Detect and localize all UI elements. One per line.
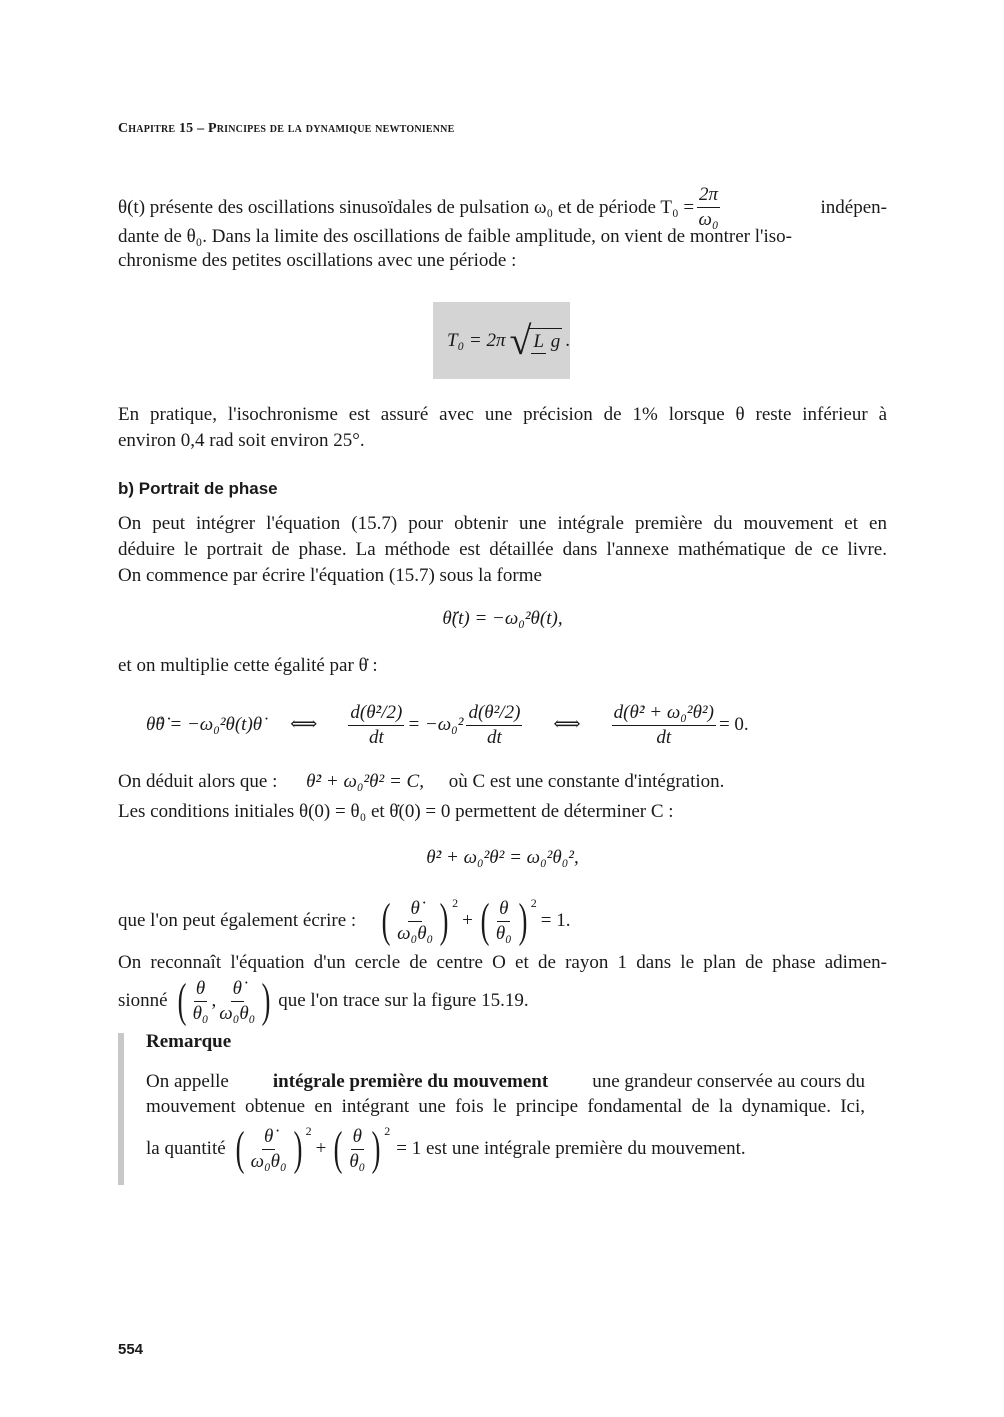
circle-line2: sionné ( $\frac{\theta}{\text{θ₀}}$ , $\frac{\thetȧ}{\text{ω₀θ₀}}$ ) que l'on trace sur la figure 15.19. — [118, 974, 529, 1027]
iff-symbol-1: ⟺ — [290, 714, 318, 735]
circle-line1: On reconnaît l'équation d'un cercle de centre O et de rayon 1 dans le plan de phase adimen- — [118, 952, 887, 973]
period-equation: T₀ = 2π √ L g . — [447, 318, 571, 363]
remark-title: Remarque — [146, 1031, 232, 1052]
intro-line1-text: θ(t) présente des oscillations sinusoïdales de pulsation ω₀ et de période T₀ = — [118, 196, 695, 218]
remark-line2: mouvement obtenue en intégrant une fois le principe fondamental de la dynamique. Ici, — [146, 1096, 865, 1117]
equation-energy-derivation: θ̈θ̇ = −ω₀²θ(t)θ̇ ⟺ $\frac{\text{d(θ̇²/2)}}{dt}$ = −ω₀² $\frac{\text{d(θ²/2)}}{dt}$ ⟺ $\frac{\text{d(θ̇² + ω₀²θ²)}}{dt}$ = 0. — [146, 701, 749, 748]
section-title: b) Portrait de phase — [118, 479, 278, 498]
initial-conditions-line: Les conditions initiales θ(0) = θ₀ et θ̇(0) = 0 permettent de déterminer C : — [118, 801, 674, 822]
rewrite-fraction-2: $\frac{\theta}{\text{θ₀}}$ — [495, 897, 512, 944]
period-fraction: $\frac{2\pi}{\text{ω₀}}$ — [698, 184, 719, 230]
equation-motion: θ̈(t) = −ω₀²θ(t), — [442, 608, 563, 629]
remark-side-bar — [118, 1033, 124, 1185]
remark-line1: On appelle intégrale première du mouvement une grandeur conservée au cours du — [146, 1071, 865, 1092]
rewrite-fraction-1: $\frac{\thetȧ}{\text{ω₀θ₀}}$ — [397, 897, 434, 944]
fraction-kinetic: $\frac{\text{d(θ̇²/2)}}{dt}$ — [350, 701, 403, 748]
intro-line1-end: indépen- — [820, 196, 887, 218]
chapter-header: Chapitre 15 – Principes de la dynamique newtonienne — [118, 121, 455, 136]
equation-constant: θ̇² + ω₀²θ² = ω₀²θ₀², — [426, 847, 579, 868]
circle-fraction-1: $\frac{\theta}{\text{θ₀}}$ — [192, 977, 209, 1024]
fraction-total: $\frac{\text{d(θ̇² + ω₀²θ²)}}{dt}$ — [613, 701, 714, 748]
remark-fraction-1: $\frac{\thetȧ}{\text{ω₀θ₀}}$ — [250, 1125, 287, 1172]
sqrt-fraction: L g — [529, 328, 562, 355]
remark-line3: la quantité ( $\frac{\thetȧ}{\text{ω₀θ₀}}$ ) 2 + ( $\frac{\theta}{\text{θ₀}}$ ) 2 = 1 est une intégrale première du mouvement. — [146, 1122, 746, 1175]
paragraph-intro — [118, 174, 887, 270]
fraction-potential: $\frac{\text{d(θ²/2)}}{dt}$ — [468, 701, 521, 748]
iff-symbol-2: ⟺ — [553, 714, 581, 735]
rewrite-line: que l'on peut également écrire : ( $\frac{\thetȧ}{\text{ω₀θ₀}}$ ) 2 + ( $\frac{\theta}{\text{θ₀}}$ ) 2 = 1. — [118, 894, 571, 947]
deduce-line: On déduit alors que : θ̇² + ω₀²θ² = C, où C est une constante d'intégration. — [118, 771, 725, 792]
page-number: 554 — [118, 1341, 144, 1358]
sqrt-symbol: √ — [509, 318, 532, 363]
multiply-line: et on multiplie cette égalité par θ̇ : — [118, 655, 378, 676]
circle-fraction-2: $\frac{\thetȧ}{\text{ω₀θ₀}}$ — [219, 977, 256, 1024]
remark-fraction-2: $\frac{\theta}{\text{θ₀}}$ — [349, 1125, 366, 1172]
intro-line3: chronisme des petites oscillations avec une période : — [118, 250, 517, 271]
intro-line2: dante de θ₀. Dans la limite des oscillations de faible amplitude, on vient de montrer l'iso- — [118, 226, 792, 247]
